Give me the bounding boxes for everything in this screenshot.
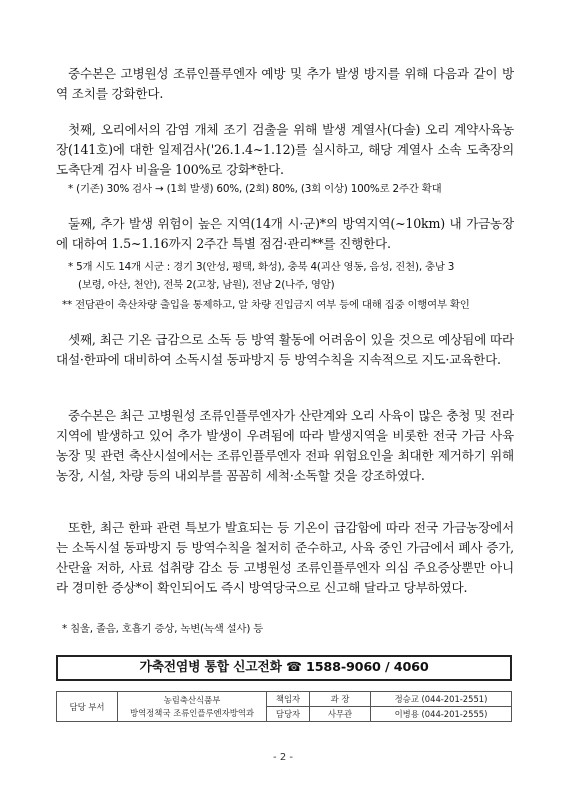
report-hotline-box — [56, 655, 512, 681]
contact-person: 정승교 (044-201-2551) — [371, 692, 512, 707]
dept-label: 담당 부서 — [57, 692, 118, 722]
contact-role: 담당자 — [267, 707, 310, 722]
intro-paragraph: 중수본은 고병원성 조류인플루엔자 예방 및 추가 발생 방지를 위해 다음과 같이 방역 조치를 강화한다. — [56, 66, 514, 101]
hotline-number: 1588-9060 / 4060 — [306, 660, 429, 675]
agency-name — [118, 692, 267, 722]
contact-row — [57, 692, 512, 707]
footnote-regions-line1: * 5개 시도 14개 시군 : 경기 3(안성, 평택, 화성), 충북 4(괴산 영동, 음성, 진천), 충남 3 — [68, 261, 455, 273]
measure-1-paragraph: 첫째, 오리에서의 감염 개체 조기 검출을 위해 발생 계열사(다솔) 오리 계약사육농장(141호)에 대한 일제검사('26.1.4~1.12)를 실시하고, 해당 계열사 소속 도축장의 도축단계 검사 비율을 100%로 강화*한다. — [56, 122, 514, 177]
footnote-regions-line2: (보령, 아산, 천안), 전북 2(고창, 남원), 전남 2(나주, 영암) — [78, 279, 335, 291]
contact-person: 이병용 (044-201-2555) — [371, 707, 512, 722]
footnote-inspection-rate: * (기존) 30% 검사 → (1회 발생) 60%, (2회) 80%, (3회 이상) 100%로 2주간 확대 — [68, 183, 442, 195]
footnote-symptoms: * 침울, 졸음, 호흡기 증상, 녹변(녹색 설사) 등 — [62, 623, 264, 635]
request-paragraph: 또한, 최근 한파 관련 특보가 발효되는 등 기온이 급감함에 따라 전국 가금농장에서는 소독시설 동파방지 등 방역수칙을 철저히 준수하고, 사육 중인 가금에서 폐사 증가, 산란율 저하, 사료 섭취량 감소 등 고병원성 조류인플루엔자 의심 주요증상뿐만 아니라 경미한 증상*이 확인되어도 즉시 방역당국으로 신고해 달라고 당부하였다. — [56, 520, 514, 595]
hotline-label: 가축전염병 통합 신고전화 — [139, 660, 282, 675]
footnote-special-check: ** 전담관이 축산차량 출입을 통제하고, 알 차량 진입금지 여부 등에 대해 집중 이행여부 확인 — [62, 299, 470, 311]
page-number: - 2 - — [273, 752, 293, 763]
contact-position: 사무관 — [310, 707, 371, 722]
contact-role: 책임자 — [267, 692, 310, 707]
emphasis-paragraph: 중수본은 최근 고병원성 조류인플루엔자가 산란계와 오리 사육이 많은 충청 및 전라지역에 발생하고 있어 추가 발생이 우려됨에 따라 발생지역을 비롯한 전국 가금 사육농장 및 관련 축산시설에서는 조류인플루엔자 전파 위험요인을 최대한 제거하기 위해 농장, 시설, 차량 등의 내외부를 꼼꼼히 세척·소독할 것을 강조하였다. — [56, 408, 514, 483]
agency-division: 방역정책국 조류인플루엔자방역과 — [129, 707, 254, 718]
measure-2-paragraph: 둘째, 추가 발생 위험이 높은 지역(14개 시·군)*의 방역지역(~10km) 내 가금농장에 대하여 1.5~1.16까지 2주간 특별 점검·관리**를 진행한다. — [56, 216, 514, 251]
measure-3-paragraph: 셋째, 최근 기온 급감으로 소독 등 방역 활동에 어려움이 있을 것으로 예상됨에 따라 대설·한파에 대비하여 소독시설 동파방지 등 방역수칙을 지속적으로 지도·교육한다. — [56, 332, 514, 367]
agency-ministry: 농림축산식품부 — [163, 694, 221, 705]
phone-icon: ☎ — [286, 660, 302, 675]
contact-table — [56, 691, 512, 722]
contact-position: 과 장 — [310, 692, 371, 707]
